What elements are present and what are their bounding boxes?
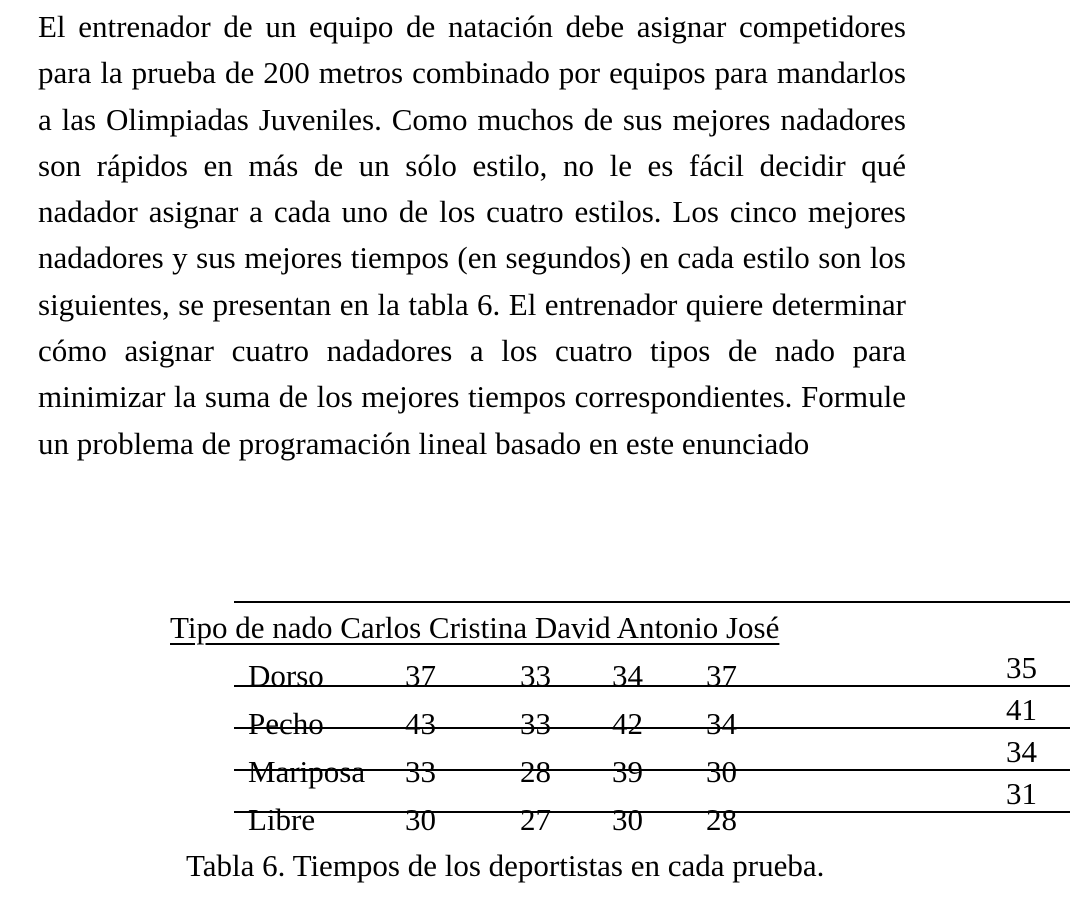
cell-libre-cristina: 27 (520, 802, 551, 837)
row-rule-1 (234, 685, 1070, 687)
cell-libre-david: 30 (612, 802, 643, 837)
row-label-dorso: Dorso (248, 658, 324, 693)
row-rule-4 (234, 811, 1070, 813)
cell-dorso-david: 34 (612, 658, 643, 693)
row-rule-2 (234, 727, 1070, 729)
cell-pecho-antonio: 34 (706, 706, 737, 741)
cell-pecho-david: 42 (612, 706, 643, 741)
cell-mariposa-david: 39 (612, 754, 643, 789)
row-rule-3 (234, 769, 1070, 771)
cell-dorso-carlos: 37 (405, 658, 436, 693)
times-table (0, 590, 1078, 840)
cell-libre-carlos: 30 (405, 802, 436, 837)
row-label-pecho: Pecho (248, 706, 324, 741)
cell-pecho-jose: 41 (1006, 692, 1037, 727)
table-top-rule (234, 601, 1070, 603)
cell-pecho-carlos: 43 (405, 706, 436, 741)
cell-pecho-cristina: 33 (520, 706, 551, 741)
cell-mariposa-antonio: 30 (706, 754, 737, 789)
row-label-libre: Libre (248, 802, 316, 837)
cell-dorso-jose: 35 (1006, 650, 1037, 685)
cell-libre-jose: 31 (1006, 776, 1037, 811)
cell-mariposa-cristina: 28 (520, 754, 551, 789)
table-header: Tipo de nado Carlos Cristina David Antonio José (170, 610, 780, 645)
problem-statement: El entrenador de un equipo de natación debe asignar competidores para la prueba de 200 metros combinado por equipos para mandarlos a las Olimpiadas Juveniles. Como muchos de sus mejores nadadores son rápidos en más de un sólo estilo, no le es fácil decidir qué nadador asignar a cada uno de los cuatro estilos. Los cinco mejores nadadores y sus mejores tiempos (en segundos) en cada estilo son los siguientes, se presentan en la tabla 6. El entrenador quiere determinar cómo asignar cuatro nadadores a los cuatro tipos de nado para minimizar la suma de los mejores tiempos correspondientes. Formule un problema de programación lineal basado en este enunciado (38, 9, 906, 461)
cell-mariposa-jose: 34 (1006, 734, 1037, 769)
table-caption: Tabla 6. Tiempos de los deportistas en cada prueba. (186, 848, 825, 883)
cell-dorso-antonio: 37 (706, 658, 737, 693)
cell-dorso-cristina: 33 (520, 658, 551, 693)
cell-libre-antonio: 28 (706, 802, 737, 837)
row-label-mariposa: Mariposa (248, 754, 366, 789)
cell-mariposa-carlos: 33 (405, 754, 436, 789)
